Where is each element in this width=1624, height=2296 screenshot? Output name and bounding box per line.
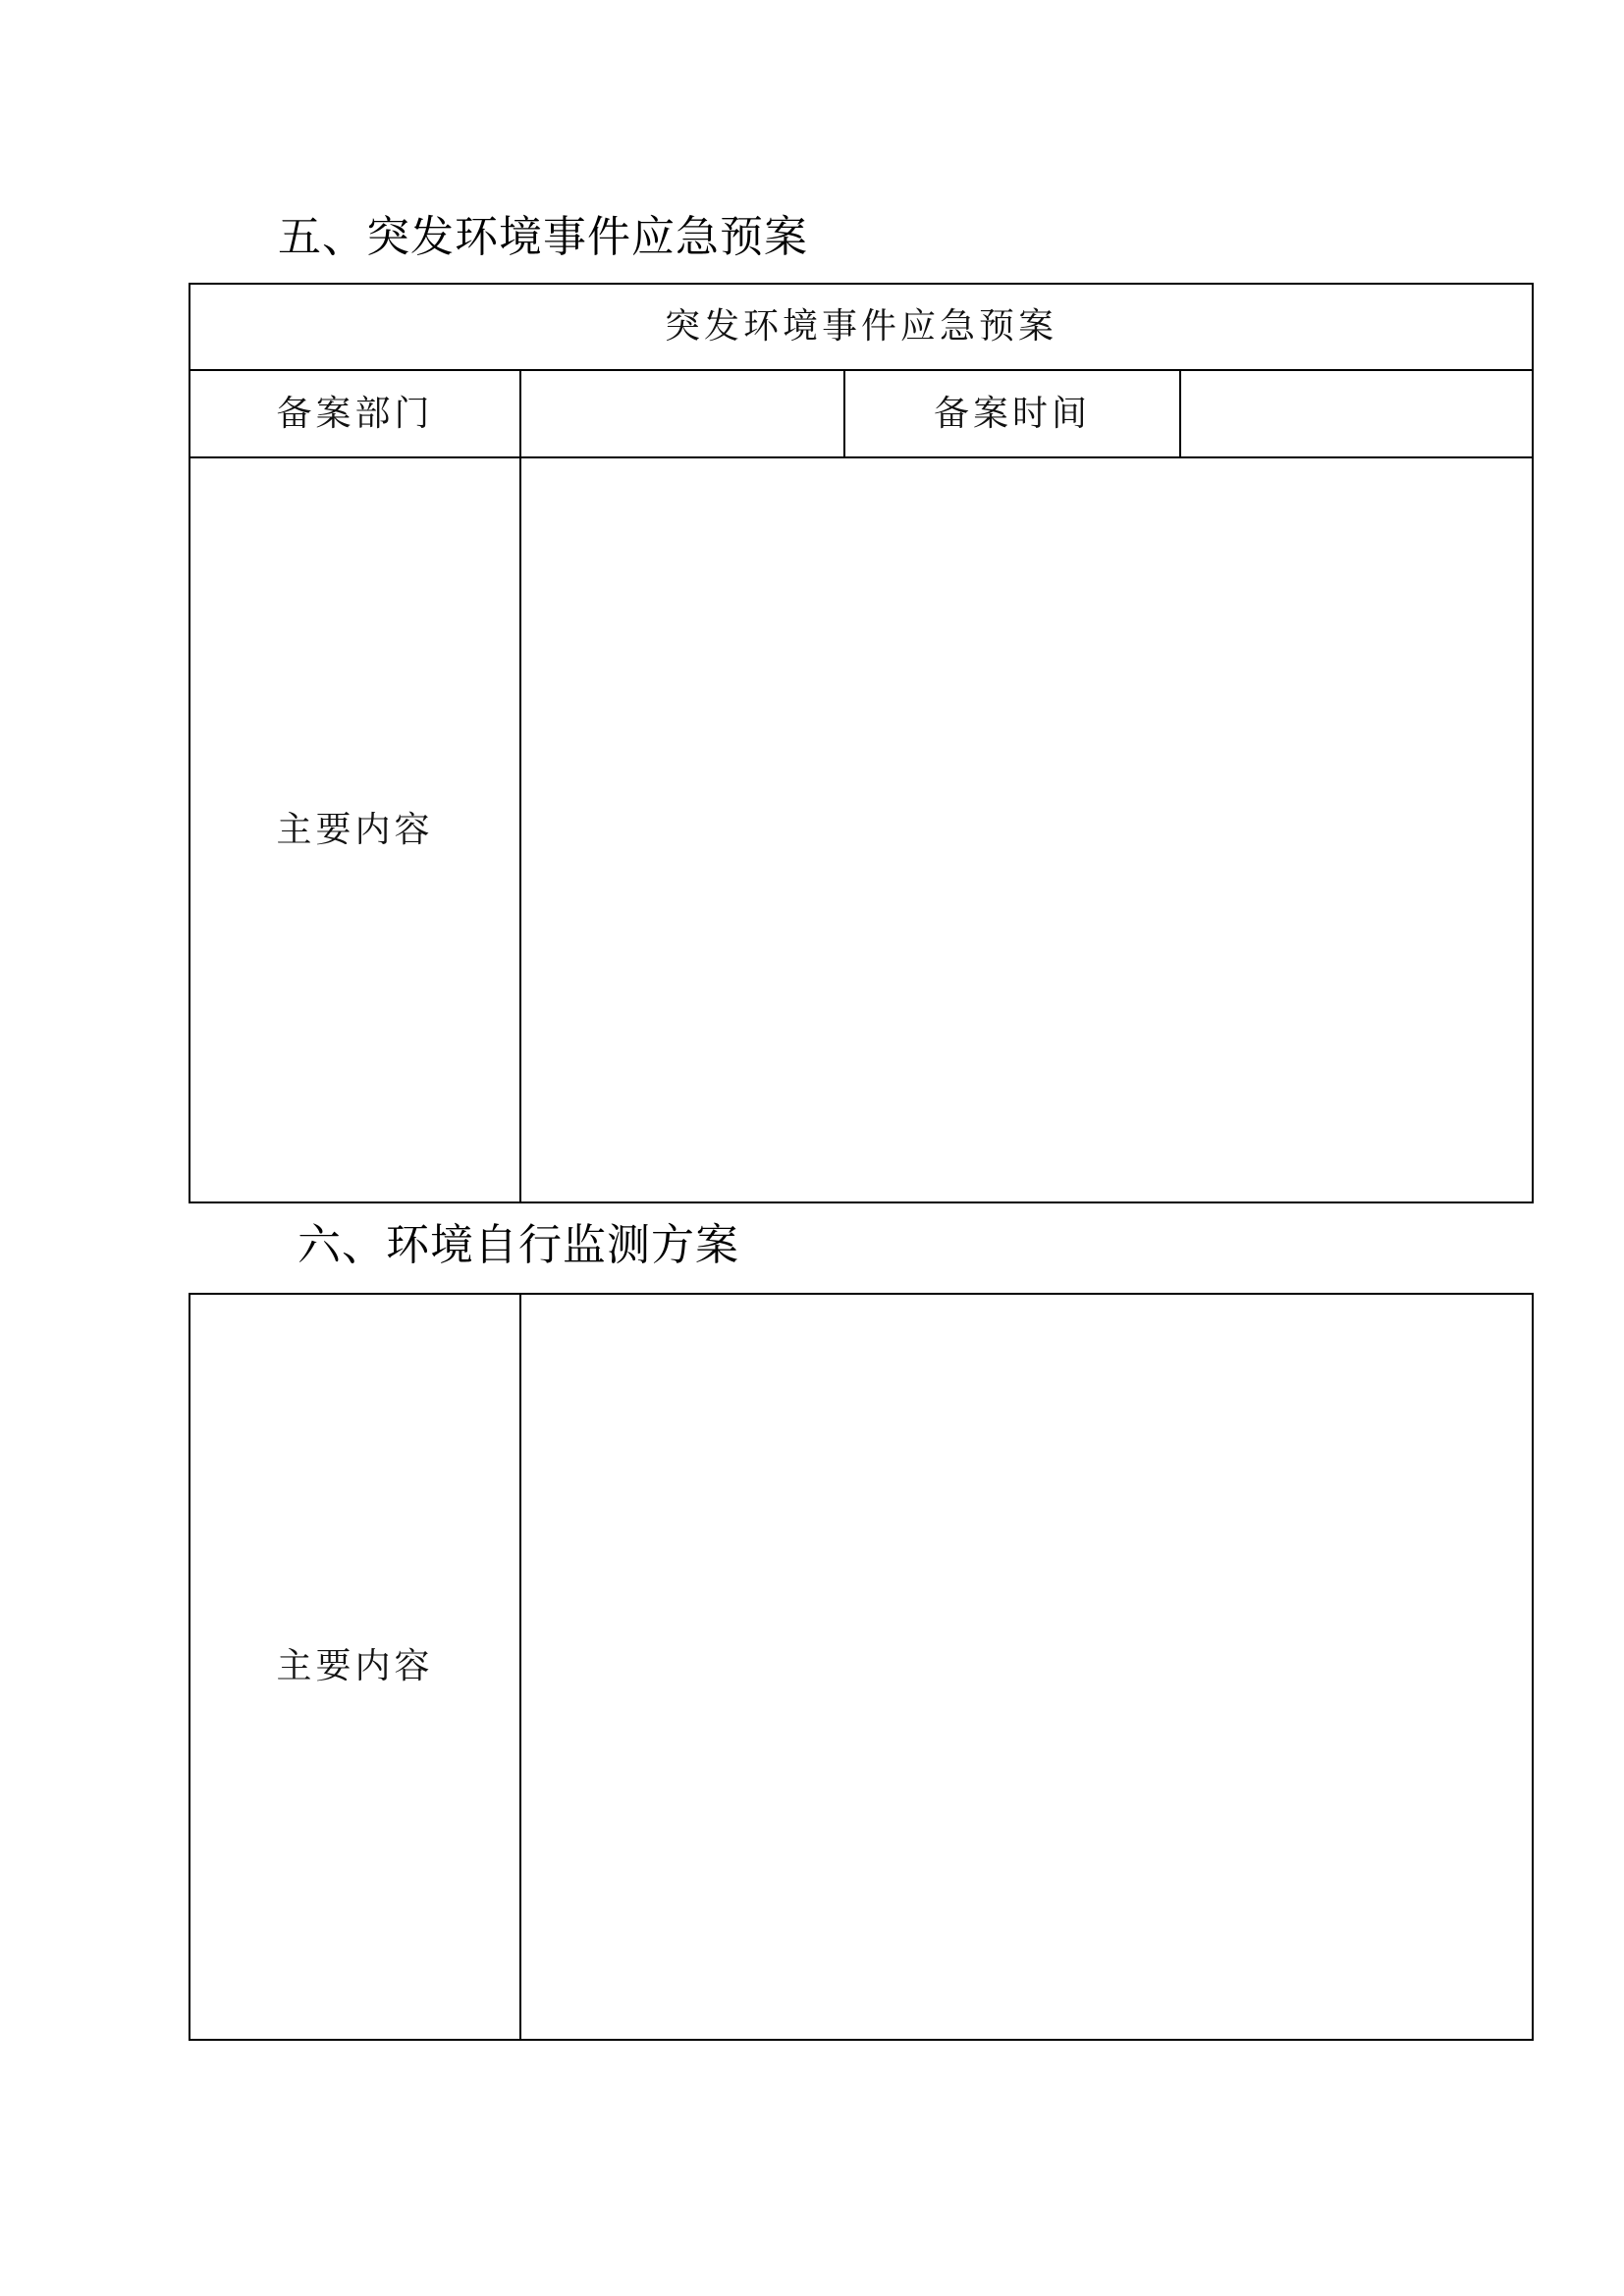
section-6-heading: 六、环境自行监测方案 — [298, 1220, 739, 1270]
main-content-value-cell[interactable] — [520, 457, 1533, 1202]
filing-time-value-cell[interactable] — [1180, 370, 1533, 457]
section-5-heading: 五、突发环境事件应急预案 — [278, 212, 808, 262]
filing-department-value-cell[interactable] — [520, 370, 844, 457]
main-content-label: 主要内容 — [189, 1294, 520, 2040]
filing-department-label: 备案部门 — [189, 370, 520, 457]
main-content-value-cell[interactable] — [520, 1294, 1533, 2040]
main-content-label: 主要内容 — [189, 457, 520, 1202]
emergency-plan-table — [189, 283, 1534, 1203]
emergency-plan-table-title: 突发环境事件应急预案 — [189, 284, 1533, 370]
filing-time-label: 备案时间 — [844, 370, 1180, 457]
self-monitoring-plan-table — [189, 1293, 1534, 2041]
